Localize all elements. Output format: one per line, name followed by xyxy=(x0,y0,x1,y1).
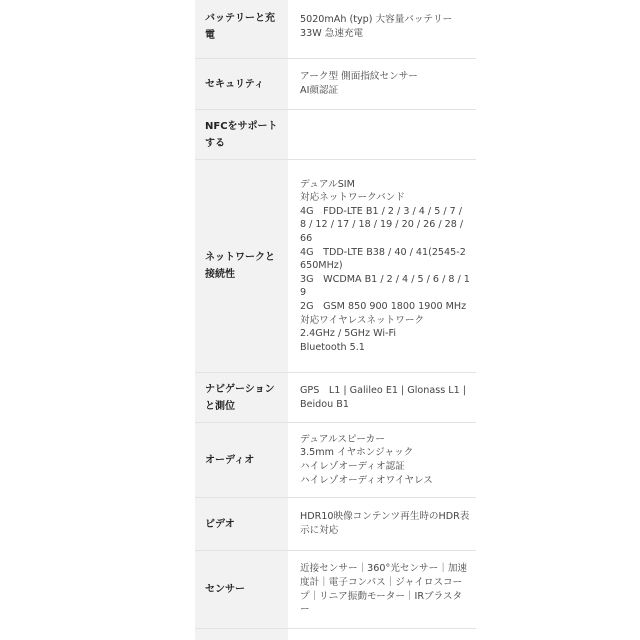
spec-value xyxy=(288,160,476,373)
spec-label: セキュリティ xyxy=(195,59,288,110)
spec-row-sensors xyxy=(195,551,476,629)
spec-label: センサー xyxy=(195,551,288,629)
spec-value-line: デュアルスピーカー xyxy=(300,433,385,445)
spec-value xyxy=(288,373,476,423)
spec-value xyxy=(288,629,476,640)
spec-row-nfc xyxy=(195,110,476,160)
spec-label: ネットワークと接続性 xyxy=(195,160,288,373)
spec-value-line: 2.4GHz / 5GHz Wi-Fi xyxy=(300,328,396,340)
spec-row-audio xyxy=(195,423,476,498)
spec-label: ビデオ xyxy=(195,498,288,551)
spec-label: ナビゲーションと測位 xyxy=(195,373,288,423)
spec-value-line: 対応ネットワークバンド xyxy=(300,192,405,204)
spec-value-line: Bluetooth 5.1 xyxy=(300,341,365,353)
spec-row-network xyxy=(195,160,476,373)
spec-value-line: AI顔認証 xyxy=(300,85,339,96)
spec-value-line: 4G TDD-LTE B38 / 40 / 41(2545-2650MHz) xyxy=(300,246,466,272)
spec-label xyxy=(195,629,288,640)
spec-value xyxy=(288,551,476,629)
spec-value-line: 3.5mm イヤホンジャック xyxy=(300,447,414,459)
spec-row-next xyxy=(195,629,476,640)
spec-value-line: ハイレゾオーディオ認証 xyxy=(300,461,405,472)
spec-label: NFCをサポートする xyxy=(195,110,288,160)
spec-value-line: デュアルSIM xyxy=(300,178,355,190)
spec-value-line: 対応ワイヤレスネットワーク xyxy=(300,314,425,326)
spec-value xyxy=(288,110,476,160)
spec-value-line: 5020mAh (typ) 大容量バッテリー xyxy=(300,13,453,25)
spec-value-line: ハイレゾオーディオワイヤレス xyxy=(300,474,433,486)
spec-label: バッテリーと充電 xyxy=(195,0,288,59)
spec-value-line: アーク型 側面指紋センサー xyxy=(300,71,418,83)
spec-value xyxy=(288,59,476,110)
spec-value-line: HDR10映像コンテンツ再生時のHDR表示に対応 xyxy=(300,511,470,536)
spec-value-line: 33W 急速充電 xyxy=(300,27,364,39)
spec-row-battery xyxy=(195,0,476,59)
spec-row-video xyxy=(195,498,476,551)
spec-value-line: 2G GSM 850 900 1800 1900 MHz xyxy=(300,300,467,312)
spec-value-line: 4G FDD-LTE B1 / 2 / 3 / 4 / 5 / 7 / 8 / 12 / 17 / 18 / 19 / 20 / 26 / 28 / 66 xyxy=(300,205,464,245)
spec-label: オーディオ xyxy=(195,423,288,498)
spec-row-security xyxy=(195,59,476,110)
spec-value xyxy=(288,0,476,59)
spec-value xyxy=(288,498,476,551)
spec-value xyxy=(288,423,476,498)
spec-value-line: 近接センサー｜360°光センサー｜加速度計｜電子コンパス｜ジャイロスコープ｜リニア振動モーター｜IRブラスター xyxy=(300,563,468,616)
spec-row-navigation xyxy=(195,373,476,423)
spec-table xyxy=(195,0,476,640)
spec-value-line: 3G WCDMA B1 / 2 / 4 / 5 / 6 / 8 / 19 xyxy=(300,273,470,299)
spec-value-line: GPS L1 | Galileo E1 | Glonass L1 | Beidou B1 xyxy=(300,384,467,410)
spec-rows xyxy=(195,0,476,640)
